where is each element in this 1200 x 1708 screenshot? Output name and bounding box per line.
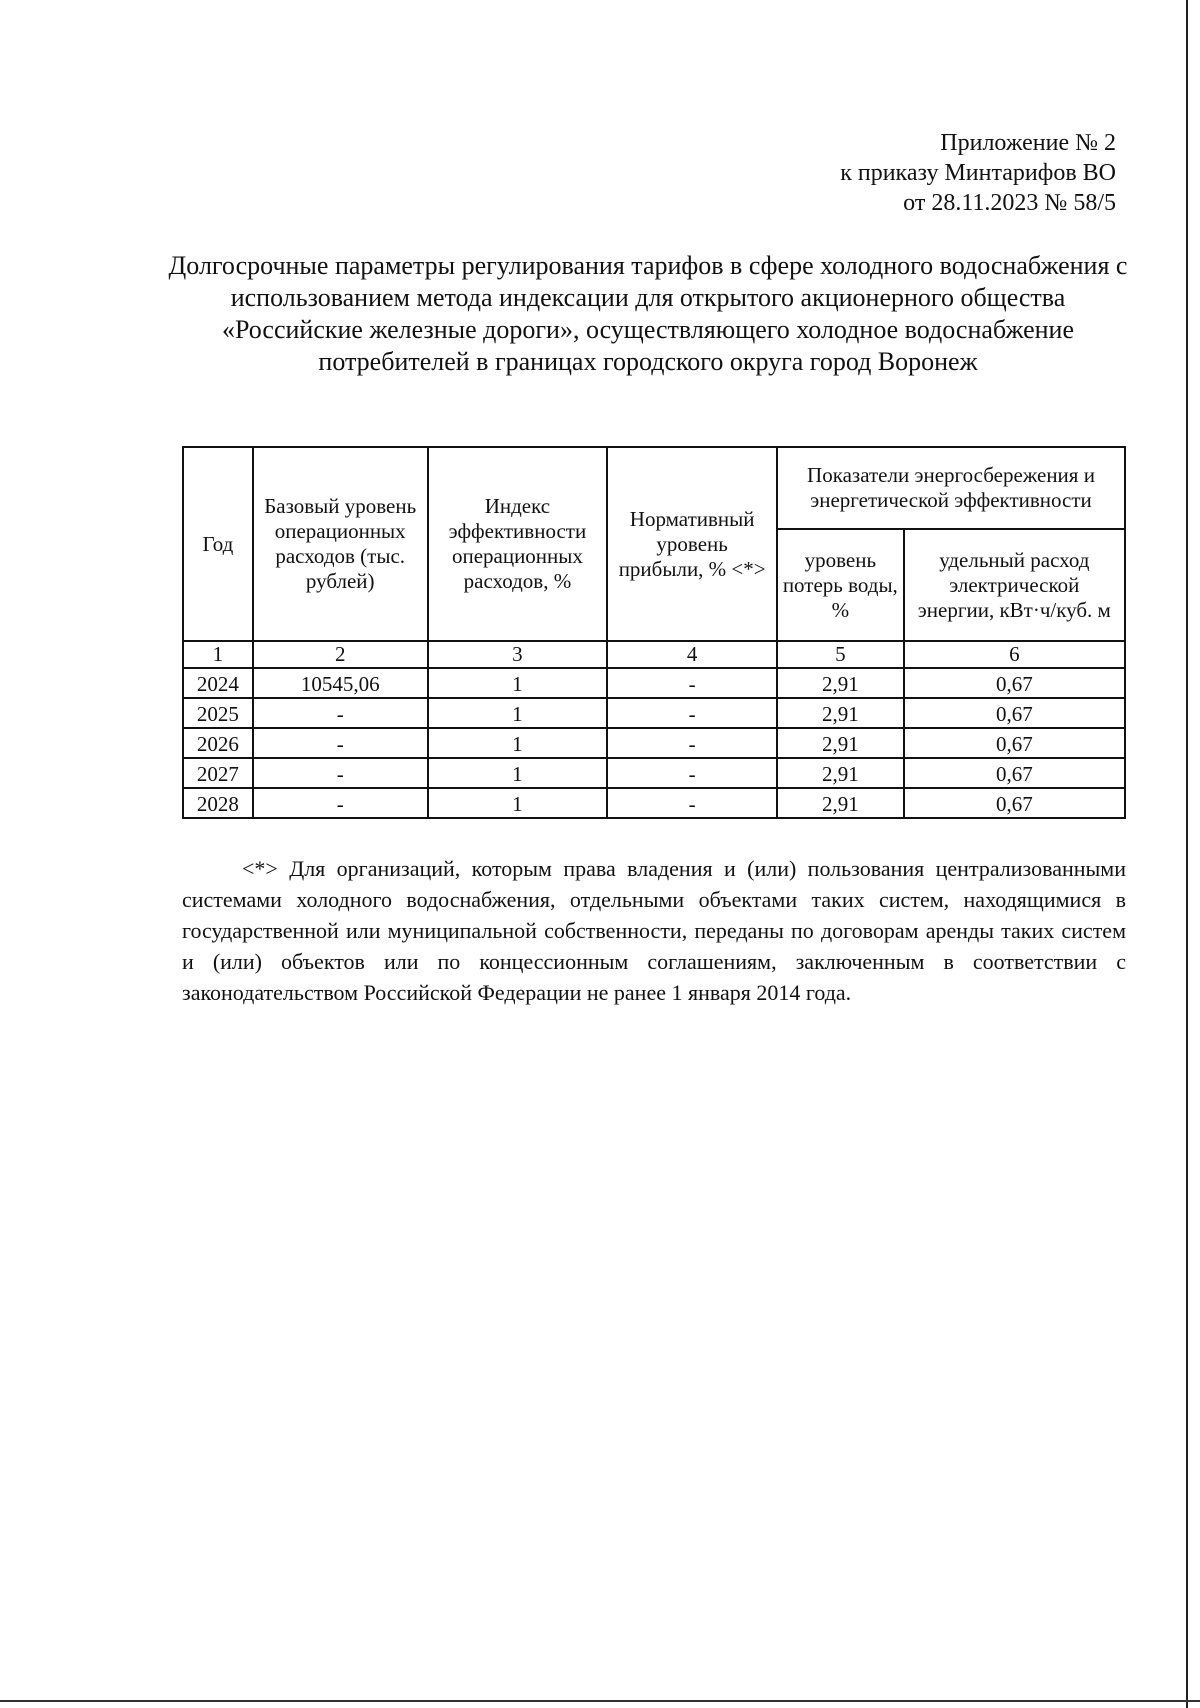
document-title: Долгосрочные параметры регулирования тарифов в сфере холодного водоснабжения с использованием метода индексации для открытого акционерного общества «Российские железные дороги», осуществляющего холодное водоснабжение потребителей в границах городского округа город Воронеж	[168, 251, 1128, 376]
cell-efficiency-index: 1	[428, 668, 608, 698]
appendix-line-1: Приложение № 2	[940, 130, 1116, 156]
table-row	[183, 788, 1125, 818]
column-number: 2	[253, 641, 428, 668]
column-number: 1	[183, 641, 253, 668]
cell-water-loss: 2,91	[777, 698, 904, 728]
cell-water-loss: 2,91	[777, 758, 904, 788]
cell-year: 2024	[183, 668, 253, 698]
header-water-loss: уровень потерь воды, %	[777, 529, 904, 641]
header-energy-indicators: Показатели энергосбережения и энергетической эффективности	[777, 447, 1125, 529]
parameters-table	[182, 446, 1126, 819]
column-number: 5	[777, 641, 904, 668]
cell-water-loss: 2,91	[777, 668, 904, 698]
header-profit-level: Нормативный уровень прибыли, % <*>	[607, 447, 777, 641]
scan-edge-right	[1186, 0, 1188, 1708]
table-row	[183, 758, 1125, 788]
cell-base-opex: -	[253, 788, 428, 818]
cell-profit-level: -	[607, 788, 777, 818]
cell-profit-level: -	[607, 668, 777, 698]
column-number: 4	[607, 641, 777, 668]
cell-energy-consumption: 0,67	[904, 758, 1125, 788]
cell-efficiency-index: 1	[428, 698, 608, 728]
footnote: <*> Для организаций, которым права владения и (или) пользования централизованными системами холодного водоснабжения, отдельными объектами таких систем, находящимися в государственной или муниципальной собственности, переданы по договорам аренды таких систем и (или) объектов или по концессионным соглашениям, заключенным в соответствии с законодательством Российской Федерации не ранее 1 января 2014 года.	[182, 856, 1126, 1005]
cell-efficiency-index: 1	[428, 728, 608, 758]
table-row	[183, 668, 1125, 698]
cell-profit-level: -	[607, 728, 777, 758]
cell-profit-level: -	[607, 698, 777, 728]
column-number: 6	[904, 641, 1125, 668]
cell-base-opex: -	[253, 728, 428, 758]
header-efficiency-index: Индекс эффективности операционных расходов, %	[428, 447, 608, 641]
cell-energy-consumption: 0,67	[904, 728, 1125, 758]
appendix-header	[840, 128, 1116, 218]
cell-energy-consumption: 0,67	[904, 668, 1125, 698]
cell-base-opex: 10545,06	[253, 668, 428, 698]
appendix-line-3: от 28.11.2023 № 58/5	[903, 190, 1116, 216]
cell-year: 2026	[183, 728, 253, 758]
cell-year: 2025	[183, 698, 253, 728]
table-row	[183, 698, 1125, 728]
cell-water-loss: 2,91	[777, 788, 904, 818]
cell-energy-consumption: 0,67	[904, 698, 1125, 728]
header-year: Год	[183, 447, 253, 641]
cell-base-opex: -	[253, 758, 428, 788]
appendix-line-2: к приказу Минтарифов ВО	[840, 160, 1116, 186]
cell-efficiency-index: 1	[428, 758, 608, 788]
header-base-opex: Базовый уровень операционных расходов (тыс. рублей)	[253, 447, 428, 641]
cell-efficiency-index: 1	[428, 788, 608, 818]
header-energy-consumption: удельный расход электрической энергии, кВт·ч/куб. м	[904, 529, 1125, 641]
cell-profit-level: -	[607, 758, 777, 788]
cell-energy-consumption: 0,67	[904, 788, 1125, 818]
cell-year: 2027	[183, 758, 253, 788]
table-row	[183, 728, 1125, 758]
cell-water-loss: 2,91	[777, 728, 904, 758]
cell-base-opex: -	[253, 698, 428, 728]
cell-year: 2028	[183, 788, 253, 818]
column-number: 3	[428, 641, 608, 668]
scan-edge-bottom	[0, 1700, 1200, 1702]
